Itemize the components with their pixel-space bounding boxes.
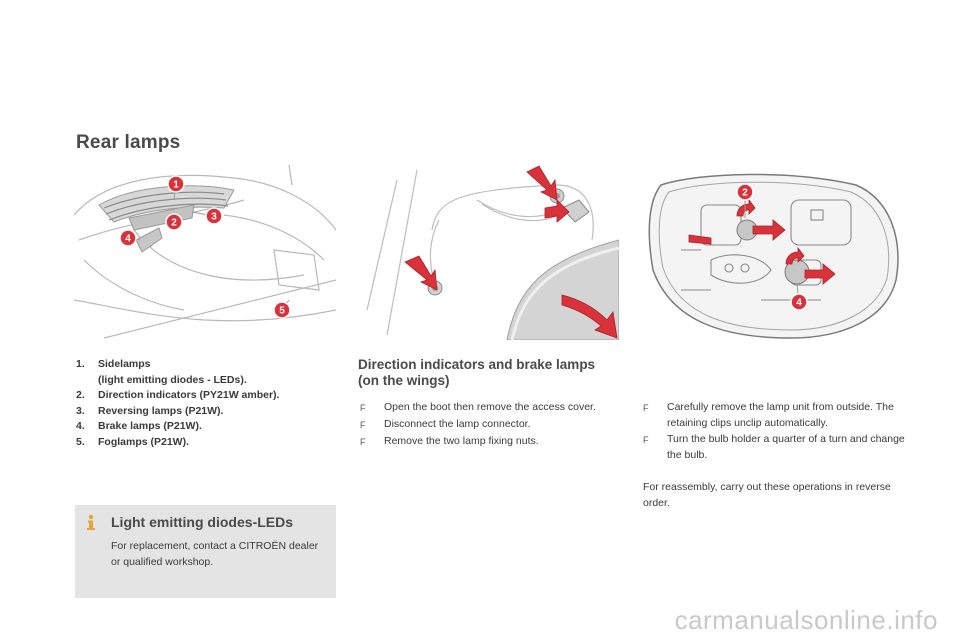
steps-list-removal (360, 399, 610, 450)
lamp-list-item (76, 404, 346, 420)
lamp-label: Reversing lamps (P21W). (98, 404, 224, 417)
callout-number: 5 (279, 305, 285, 317)
lamp-label: Brake lamps (P21W). (98, 420, 202, 432)
lamp-label: Foglamps (P21W). (98, 435, 190, 448)
lamp-unit-figure (641, 160, 903, 340)
page-title: Rear lamps (76, 132, 181, 153)
steps-list-bulb-change (643, 399, 905, 463)
step-bullet-icon: F (360, 420, 366, 430)
callout-number: 2 (742, 187, 748, 199)
step-text: Disconnect the lamp connector. (384, 418, 531, 430)
rear-lamps-illustration (74, 160, 336, 340)
step-bullet-icon: F (643, 435, 649, 445)
step-item (360, 416, 610, 433)
callout-number: 3 (211, 211, 217, 223)
step-text: Turn the bulb holder a quarter of a turn and change the bulb. (667, 433, 905, 461)
step-item (643, 399, 905, 431)
lamp-number: 5. (76, 435, 85, 448)
callout-number: 4 (125, 233, 131, 245)
rear-lamps-figure (74, 160, 336, 340)
lamp-list-item (76, 419, 346, 435)
callout-number: 1 (173, 179, 179, 191)
lamp-list (76, 357, 346, 450)
step-text: Open the boot then remove the access cover. (384, 401, 596, 413)
lamp-list-item (76, 357, 346, 388)
step-bullet-icon: F (643, 403, 649, 413)
lamp-label: Direction indicators (PY21W amber). (98, 389, 280, 401)
step-item (360, 433, 610, 450)
step-text: Remove the two lamp fixing nuts. (384, 435, 539, 447)
step-bullet-icon: F (360, 437, 366, 447)
watermark: carmanualsonline.info (674, 605, 938, 635)
reassembly-note: For reassembly, carry out these operations in reverse order. (643, 481, 891, 509)
boot-access-figure (357, 160, 619, 340)
info-text: For replacement, contact a CITROËN dealer or qualified workshop. (111, 540, 319, 568)
lamp-number: 4. (76, 420, 85, 432)
lamp-number: 3. (76, 404, 85, 417)
lamp-unit-illustration (641, 160, 903, 340)
callout-number: 2 (171, 217, 177, 229)
info-icon (82, 513, 100, 531)
lamp-number: 2. (76, 389, 85, 401)
lamp-number: 1. (76, 358, 85, 370)
step-item (643, 431, 905, 463)
callout-badge (166, 214, 182, 230)
step-bullet-icon: F (360, 403, 366, 413)
info-box (75, 505, 336, 598)
section-heading: Direction indicators and brake lamps (on the wings) (358, 357, 596, 388)
step-text: Carefully remove the lamp unit from outside. The retaining clips unclip automatically. (667, 401, 894, 429)
lamp-list-item (76, 435, 346, 451)
info-title: Light emitting diodes-LEDs (111, 514, 293, 530)
lamp-list-item (76, 388, 346, 404)
callout-number: 4 (796, 297, 802, 309)
lamp-label: Sidelamps (light emitting diodes - LEDs). (98, 358, 247, 386)
boot-access-illustration (357, 160, 619, 340)
step-item (360, 399, 610, 416)
